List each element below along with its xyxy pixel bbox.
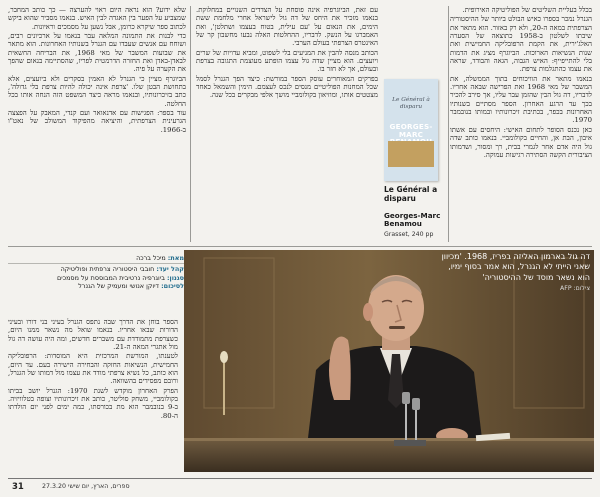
paragraph: לטענתו, המורשת המרכזית היא המוסדות: הרפובליקה החמישית, הנשיאות החזקה והבחירה הישירה בעם. עד היום, הוא כותב, כל נשיא צרפתי מודד את עצמו מול דמותו של הגנרל, ורובם מפסידים בהשוואה. [8,352,178,386]
paragraph: הכותב מנסה להבין את המניעים בלי לשפוט, ומביא עדויות של שרים ויועצים. הוא מציין שדה גול עצמו הופתע מעוצמת התגובה בצרפת ובעולם, אך לא חזר בו. [196,48,378,74]
book-author: Georges-Marc Benamou [384,211,441,229]
article-column-middle [196,6,378,242]
caption-text: דה גול בארמון האליזה בפריז, 1968. 'מכיוון שאני הייתי לא הגנרל, הוא אמר בסוף ימיו, הוא נשאר מוסד של ההיסטוריה' [441,252,590,282]
cover-author: GEORGES-MARC [389,122,433,139]
column-divider [448,6,449,242]
folio-line: ספרים, הארץ, יום שישי 27.3.20 [42,483,130,490]
credit-label: לסיכום: [161,282,184,291]
paragraph: עם זאת, הביוגרפיה אינה פוסחת על הצדדים השנויים במחלוקת. בנאמו מזכיר את היחס של דה גול לישראל אחרי מלחמת ששת הימים, את הנאום על 'עם עילית, בטוח בעצמו ושתלטן', ואת האמברגו על הנשק. לדבריו, ההחלטות האלה נבעו מחשבון קר של האינטרס הצרפתי בעולם הערבי. [196,6,378,48]
paragraph: כדי לבנות את התמונה המלאה עבר בנאמו על ארכיונים רבים, ושוחח עם אנשים שעבדו עם הגנרל בשנותיו האחרונות. הוא מתאר את שבועות המשבר של מאי 1968, את הבריחה החשאית לבאדן-באדן ואת החזרה הדרמטית לפריז, שהסתיימה בנאום שהפך את הקערה על פיה. [8,32,186,74]
article-column-right [450,6,592,242]
credit-label: סגנון: [166,273,184,282]
credit-row [8,282,184,290]
paragraph: כאן נכנס הסופר לתחום האישי: היחסים עם אשתו איבון, הבת אן, והחיים בקולומביי. בנאמו כותב שדה גול היה אדם אחר לגמרי בבית, רך ומסור, ושדמותו הציבורית הקשה הסתירה רגישות עמוקה. [450,125,592,159]
credit-text: ביוגרפיה נרטיבית המבוססת על מסמכים [57,273,165,282]
credit-text: חובבי היסטוריה צרפתית ופוליטיקה [60,265,155,274]
paragraph: בכלל בעליית השליטים של הפוליטיקה האירופית. [462,6,592,14]
credit-row [8,274,184,282]
paragraph: שלא ידוע? הוא נראה היום ראוי להערצה — כך כותב המחבר, שמצביע על הפער בין האגדה לבין האיש. בנאמו מסביר שהוא ביקש לכתוב ספר שיקרא כרומן, אבל נשען על מסמכים וראיונות. [8,6,186,31]
credit-text: מיכל ברכה [136,254,166,262]
page-footer [8,478,592,495]
cover-title: Le Général à disparu [392,97,430,110]
article-column-left [8,6,186,242]
paragraph: הביוגרף מציין כי הגנרל לא האמין בסקרים ולא ביועצים, אלא בתחושת הבטן שלו. 'צרפת אינה יכולה להיות צרפת בלי גדולה', כתב בזיכרונותיו, ובנאמו מראה כיצד המשפט הזה הנחה אותו בכל החלטה. [8,74,186,108]
paragraph: הגנרל נמכר בספרו כאיש הבולט ביותר של ההיסטוריה הצרפתית במאה ה-20, ולא רק באזור. הוא מתאר את שיבתו לשלטון ב-1958 כתוצאה של הסערה האלג'ירית, את הקמת הרפובליקה החמישית ואת שנות הנשיאות הארוכות. הביוגרף מציג את הדמות בלי להתייפייף: האיש הגבוה, הגאה והבודד, שראה את עצמו כהתגלמות צרפת. [450,15,592,74]
credit-label: קהל יעד: [156,265,184,274]
credit-rule [8,263,184,264]
photo-caption [438,252,590,294]
book-publisher: Grasset, 240 pp [384,231,434,238]
credit-row [8,254,184,262]
photo-credit: צילום: AFP [560,284,590,292]
article-column-bottom [8,318,178,474]
paragraph: עוד בספר: הפגישות עם אדנאואר ועם קנדי, המאבק על הפצצה הגרעינית הצרפתית, והיציאה מהפיקוד המשולב של נאט"ו ב-1966. [8,109,186,134]
review-credits [8,254,184,306]
cover-band [388,141,434,167]
paragraph: בפרקים המאוחרים עוסק הספר במורשת: כיצד הפך הגנרל לסמל שכל המחנות הפוליטיים מנסים לנכס לעצמם. הימין והשמאל כאחד מצטטים אותו, ומוזיאון בקולומביי מושך אלפי מבקרים בכל שנה. [196,74,378,100]
paragraph: בנאמו מתאר את הוויכוחים בתוך הממשלה, את המשבר של מאי 1968 ואת הפרישה שבאה אחריו. לדבריו, דה גול הבין שהזמן עבר עליו, אך סירב להכיר בכך עד הרגע האחרון. הספר מסתיים בשנותיו האחרונות בכפר, בכתיבת זיכרונותיו ובמותו בנובמבר 1970. [450,74,592,125]
paragraph: הפרק האחרון מוקדש לשנת 1970: הגנרל יושב בביתו בקולומביי, משחק סוליטר, כותב את זיכרונותיו וצופה בטלוויזיה. ב-9 בנובמבר הוא מת בכורסתו, כמה ימים לפני יום הולדתו ה-80. [8,386,178,420]
credit-row [8,265,184,273]
book-cover [384,79,438,181]
book-title: Le Général a disparu [384,185,438,203]
section-divider [8,246,592,247]
page-number: 31 [12,482,24,492]
paragraph: הספר בוחן את הדרך שבה נתפס הגנרל בעיני בני דורו ובעיני הדורות שבאו אחריו. בנאמו שואל מה נשאר ממנו היום, כשצרפת מתמודדת עם משברים חדשים, ומה היה עושה דה גול מול אתגרי המאה ה-21. [8,318,178,352]
credit-text: דיוקן אנושי ומעמיק של הגנרל [78,282,160,291]
credit-label: מאת: [167,254,184,262]
column-divider [190,6,191,242]
